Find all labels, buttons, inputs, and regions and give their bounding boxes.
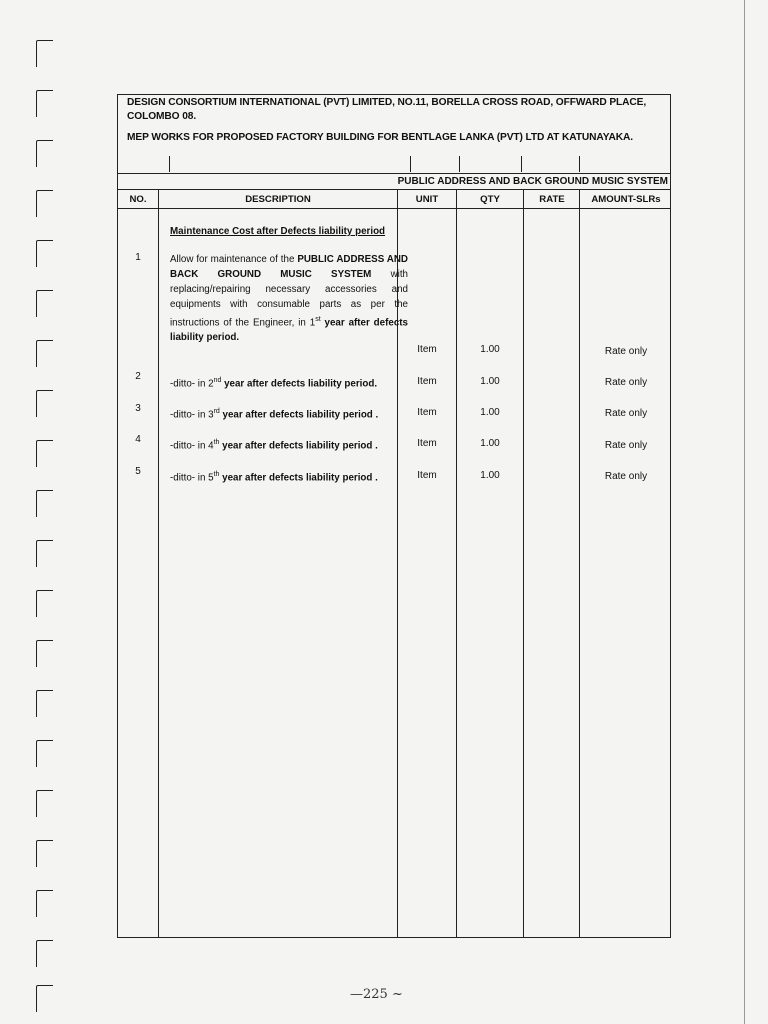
column-line — [579, 189, 580, 937]
column-stub — [169, 156, 170, 172]
item-number: 2 — [135, 371, 141, 382]
column-line — [456, 189, 457, 937]
item-number: 5 — [135, 466, 141, 477]
item-unit: Item — [417, 407, 437, 418]
item-description: -ditto- in 3rd year after defects liability period . — [170, 408, 379, 421]
column-stub — [521, 156, 522, 172]
item-number: 4 — [135, 434, 141, 445]
column-line — [523, 189, 524, 937]
binding-marks — [28, 0, 68, 1024]
column-stub — [579, 156, 580, 172]
item-qty: 1.00 — [480, 407, 500, 418]
boq-sheet — [117, 94, 671, 938]
scan-edge-line — [744, 0, 745, 1024]
section-heading: Maintenance Cost after Defects liability period — [170, 226, 386, 237]
page-number: —225 ~ — [350, 987, 403, 1002]
item-number: 1 — [135, 252, 141, 263]
column-header-description: DESCRIPTION — [245, 194, 311, 205]
item-qty: 1.00 — [480, 470, 500, 481]
column-header-no: NO. — [129, 194, 147, 205]
item-qty: 1.00 — [480, 438, 500, 449]
column-line — [158, 189, 159, 937]
item-number: 3 — [135, 403, 141, 414]
column-header-amount: AMOUNT-SLRs — [591, 194, 661, 205]
system-divider — [118, 189, 670, 190]
project-line: MEP WORKS FOR PROPOSED FACTORY BUILDING FOR BENTLAGE LANKA (PVT) LTD AT KATUNAYAKA. — [127, 132, 633, 143]
item-qty: 1.00 — [480, 376, 500, 387]
item-unit: Item — [417, 376, 437, 387]
item-amount: Rate only — [604, 440, 648, 451]
item-amount: Rate only — [604, 377, 648, 388]
item-amount: Rate only — [604, 346, 648, 357]
company-line: DESIGN CONSORTIUM INTERNATIONAL (PVT) LIMITED, NO.11, BORELLA CROSS ROAD, OFFWARD PLACE, COLOMBO 08. — [127, 97, 647, 122]
column-header-rate: RATE — [539, 194, 565, 205]
item-description: Allow for maintenance of the PUBLIC ADDRESS AND BACK GROUND MUSIC SYSTEM with replacing/repairing necessary accessories and equipments with consumable parts as per the instructions of the Engineer, in 1st year after defects liability period. — [170, 254, 409, 344]
item-description: -ditto- in 5th year after defects liability period . — [170, 471, 378, 484]
item-qty: 1.00 — [480, 344, 500, 355]
item-amount: Rate only — [604, 408, 648, 419]
column-header-qty: QTY — [480, 194, 500, 205]
item-unit: Item — [417, 344, 437, 355]
column-header-unit: UNIT — [415, 194, 439, 205]
item-description: -ditto- in 2nd year after defects liability period. — [170, 377, 378, 390]
system-title: PUBLIC ADDRESS AND BACK GROUND MUSIC SYSTEM — [397, 176, 668, 187]
item-amount: Rate only — [604, 471, 648, 482]
header-divider — [118, 173, 670, 174]
column-stub — [410, 156, 411, 172]
item-unit: Item — [417, 438, 437, 449]
column-header-divider — [118, 208, 670, 209]
item-description: -ditto- in 4th year after defects liability period . — [170, 439, 378, 452]
item-unit: Item — [417, 470, 437, 481]
column-stub — [459, 156, 460, 172]
document-header — [118, 94, 670, 172]
